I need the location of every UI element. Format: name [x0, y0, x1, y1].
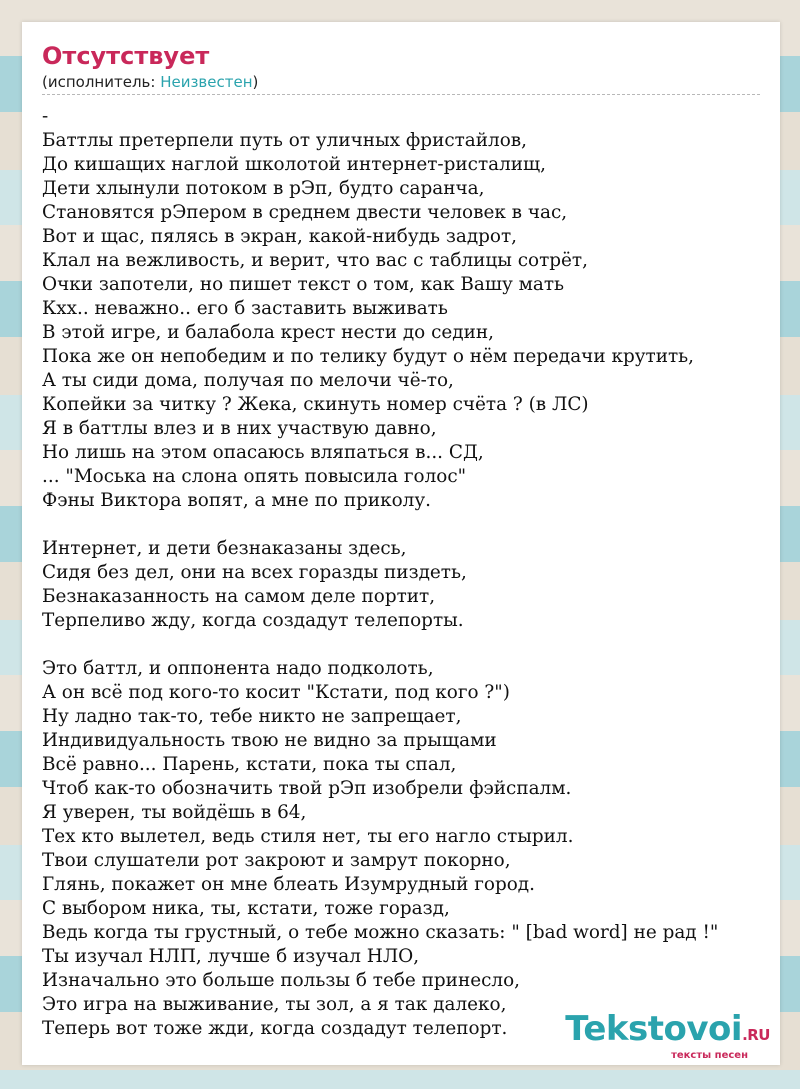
site-logo[interactable]	[565, 1009, 770, 1061]
lyrics-line: Индивидуальность твою не видно за прыщами	[42, 730, 497, 751]
lyrics-line: Терпеливо жду, когда создадут телепорты.	[42, 610, 464, 631]
lyrics-line: Глянь, покажет он мне блеать Изумрудный город.	[42, 874, 535, 895]
lyrics-line: Я в баттлы влез и в них участвую давно,	[42, 418, 437, 439]
lyrics-line: Интернет, и дети безнаказаны здесь,	[42, 538, 407, 559]
logo-tld: .RU	[742, 1026, 770, 1044]
lyrics-line: Но лишь на этом опасаюсь вляпаться в... СД,	[42, 442, 484, 463]
lyrics-line: Безнаказанность на самом деле портит,	[42, 586, 436, 607]
artist-link[interactable]: Неизвестен	[160, 73, 253, 91]
lyrics-line: Копейки за читку ? Жека, скинуть номер счёта ? (в ЛС)	[42, 394, 589, 415]
lyrics-line: Фэны Виктора вопят, а мне по приколу.	[42, 490, 432, 511]
lyrics-line: Ведь когда ты грустный, о тебе можно сказать: " [bad word] не рад !"	[42, 922, 719, 943]
lyrics-line: Всё равно... Парень, кстати, пока ты спал,	[42, 754, 457, 775]
logo-wordmark: Tekstovoi.RU	[565, 1009, 770, 1049]
lyrics-line: Пока же он непобедим и по телику будут о нём передачи крутить,	[42, 346, 694, 367]
lyrics-line: -	[42, 106, 49, 127]
lyrics-line: Очки запотели, но пишет текст о том, как Вашу мать	[42, 274, 565, 295]
artist-suffix: )	[252, 73, 259, 91]
lyrics-line: ... "Моська на слона опять повысила голос"	[42, 466, 467, 487]
lyrics-blank-line	[42, 633, 760, 657]
artist-prefix: (исполнитель:	[42, 73, 161, 91]
lyrics-line: Я уверен, ты войдёшь в 64,	[42, 802, 307, 823]
lyrics-line: Это баттл, и оппонента надо подколоть,	[42, 658, 434, 679]
lyrics-line: В этой игре, и балабола крест нести до седин,	[42, 322, 494, 343]
lyrics-line: Ты изучал НЛП, лучше б изучал НЛО,	[42, 946, 420, 967]
lyrics-line: Становятся рЭпером в среднем двести человек в час,	[42, 202, 568, 223]
lyrics-line: Теперь вот тоже жди, когда создадут телепорт.	[42, 1018, 508, 1039]
logo-tagline: тексты песен	[671, 1050, 748, 1061]
lyrics-line: С выбором ника, ты, кстати, тоже горазд,	[42, 898, 450, 919]
lyrics-line: Твои слушатели рот закроют и замрут покорно,	[42, 850, 511, 871]
lyrics-line: Чтоб как-то обозначить твой рЭп изобрели фэйспалм.	[42, 778, 572, 799]
lyrics-text	[42, 105, 760, 1041]
lyrics-line: Вот и щас, пялясь в экран, какой-нибудь задрот,	[42, 226, 518, 247]
lyrics-line: А ты сиди дома, получая по мелочи чё-то,	[42, 370, 454, 391]
lyrics-line: Дети хлынули потоком в рЭп, будто саранча,	[42, 178, 485, 199]
lyrics-blank-line	[42, 513, 760, 537]
lyrics-line: Клал на вежливость, и верит, что вас с таблицы сотрёт,	[42, 250, 588, 271]
lyrics-line: Кхх.. неважно.. его б заставить выживать	[42, 298, 448, 319]
artist-line	[42, 72, 760, 95]
lyrics-line: Баттлы претерпели путь от уличных фристайлов,	[42, 130, 527, 151]
lyrics-line: Ну ладно так-то, тебе никто не запрещает,	[42, 706, 462, 727]
lyrics-line: Это игра на выживание, ты зол, а я так далеко,	[42, 994, 507, 1015]
lyrics-line: Изначально это больше пользы б тебе принесло,	[42, 970, 520, 991]
song-title: Отсутствует	[42, 42, 210, 70]
lyrics-line: Тех кто вылетел, ведь стиля нет, ты его нагло стырил.	[42, 826, 574, 847]
lyrics-line: А он всё под кого-то косит "Кстати, под кого ?")	[42, 682, 510, 703]
lyrics-line: Сидя без дел, они на всех горазды пиздеть,	[42, 562, 467, 583]
lyrics-line: До кишащих наглой школотой интернет-ристалищ,	[42, 154, 546, 175]
lyrics-card	[22, 22, 780, 1065]
